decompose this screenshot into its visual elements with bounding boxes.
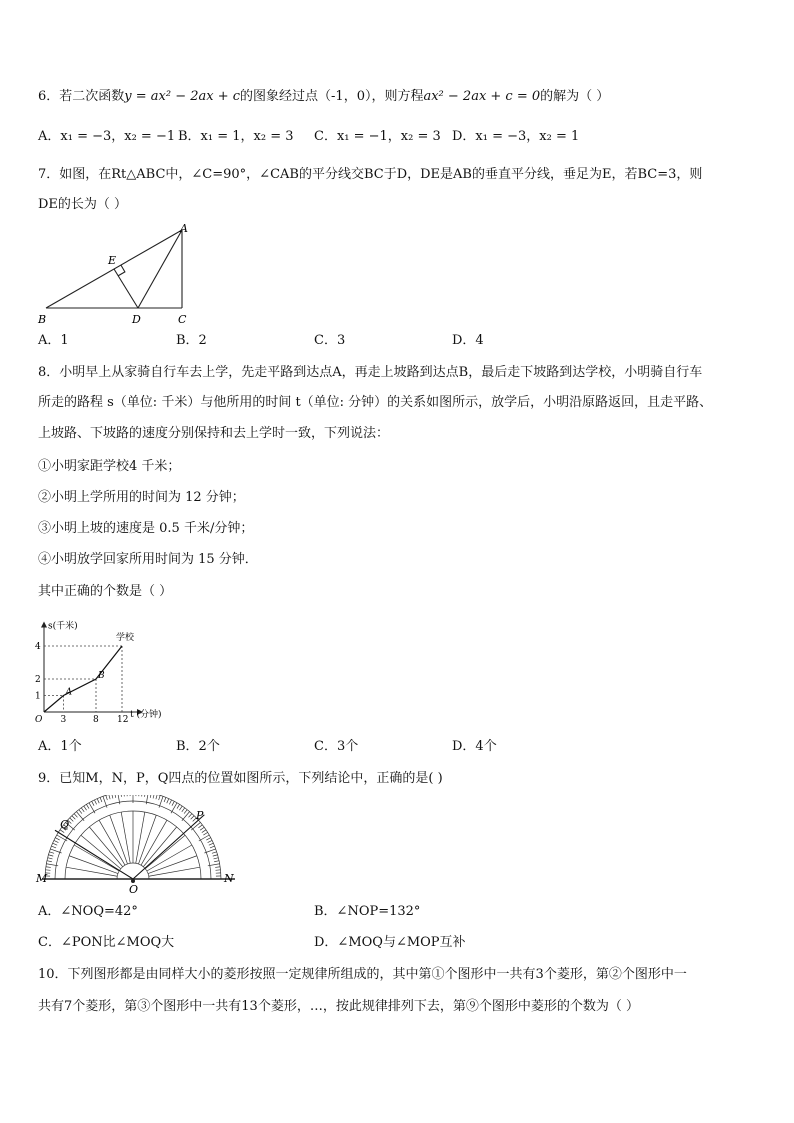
series-line [44, 646, 122, 712]
protractor-tick [92, 801, 94, 805]
protractor-tick [179, 806, 182, 810]
q7-option-a: A．1 [38, 333, 69, 348]
protractor-tick [46, 867, 51, 868]
q6-equation: ax² − 2ax + c = 0 [423, 89, 541, 104]
q6-stem-prefix: 6．若二次函数 [38, 89, 125, 104]
protractor-tick [206, 838, 210, 840]
protractor-tick [84, 806, 87, 810]
protractor-tick [171, 803, 177, 813]
protractor-tick [124, 795, 125, 796]
segment-ad [138, 230, 182, 308]
protractor-ray [149, 867, 200, 876]
protractor-tick [142, 795, 143, 796]
protractor-tick [177, 804, 180, 808]
label-m: M [36, 872, 48, 885]
q6-stem-suffix: 的解为（ ） [540, 89, 610, 104]
protractor-tick [45, 870, 50, 871]
q8-stem-line1: 8．小明早上从家骑自行车去上学，先走平路到达点A，再走上坡路到达点B，最后走下坡路到达学校，小明骑自行车 [38, 365, 703, 380]
protractor-tick [74, 814, 77, 818]
protractor-tick [121, 795, 122, 797]
q9-option-b: B．∠NOP=132° [314, 904, 421, 919]
x-tick-label: 3 [60, 715, 67, 725]
q7-option-d: D．4 [452, 333, 484, 348]
protractor-ray [66, 867, 117, 876]
protractor-tick [182, 812, 190, 821]
protractor-tick [164, 797, 166, 802]
q8-statement-3: ③小明上坡的速度是 0.5 千米/分钟； [38, 521, 254, 536]
protractor-tick [72, 816, 75, 820]
protractor-tick [51, 846, 56, 848]
protractor-tick [156, 795, 157, 799]
protractor-tick [213, 855, 218, 856]
protractor-ray [110, 815, 128, 864]
x-tick-label: 12 [117, 715, 129, 725]
protractor-tick [55, 838, 59, 840]
q7-stem-line1: 7．如图，在Rt△ABC中，∠C=90°，∠CAB的平分线交BC于D，DE是AB的垂直平分线，垂足为E，若BC=3，则 [38, 167, 703, 182]
protractor-tick [48, 855, 53, 856]
q9-stem: 9．已知M，N，P，Q四点的位置如图所示，下列结论中，正确的是( ) [38, 771, 443, 786]
label-a: A [180, 222, 188, 235]
q6-option-c: C．x₁ = −1，x₂ = 3 [314, 129, 441, 144]
q6-option-a: A．x₁ = −3，x₂ = −1 [38, 129, 176, 144]
q6-stem [38, 88, 609, 106]
q8-option-b: B．2个 [176, 739, 220, 754]
protractor-ray [136, 812, 145, 863]
q7-stem-line2: DE的长为（ ） [38, 197, 128, 212]
protractor-tick [153, 795, 154, 798]
label-b: B [38, 313, 47, 326]
q10-stem-line2: 共有7个菱形，第③个图形中一共有13个菱形，…，按此规律排列下去，第⑨个图形中菱形的个数为（ ） [38, 999, 639, 1014]
protractor-tick [184, 810, 187, 814]
protractor-ray [138, 815, 156, 864]
protractor-tick [212, 852, 217, 854]
protractor-tick [169, 800, 171, 804]
q6-function: y = ax² − 2ax + c [124, 89, 241, 104]
q6-option-b: B．x₁ = 1，x₂ = 3 [178, 129, 294, 144]
protractor-tick [100, 797, 102, 802]
protractor-tick [203, 832, 207, 835]
protractor-tick [216, 870, 221, 871]
y-axis-arrow [41, 622, 47, 628]
protractor-tick [145, 795, 146, 797]
label-o: O [129, 883, 139, 895]
x-tick-label: 8 [93, 715, 99, 725]
q7-option-b: B．2 [176, 333, 207, 348]
q7-option-c: C．3 [314, 333, 346, 348]
protractor-tick [47, 861, 52, 862]
protractor-tick [215, 867, 220, 868]
protractor-ray [121, 812, 130, 863]
y-tick-label: 1 [35, 691, 41, 702]
label-e: E [108, 254, 117, 267]
q10-stem-line1: 10．下列图形都是由同样大小的菱形按照一定规律所组成的，其中第①个图形中一共有3个菱形，第②个图形中一 [38, 967, 687, 982]
label-d: D [132, 313, 141, 326]
protractor-tick [70, 818, 74, 821]
q8-option-d: D．4个 [452, 739, 497, 754]
protractor-tick [198, 825, 202, 828]
protractor-tick [86, 804, 89, 808]
protractor-tick [191, 822, 200, 830]
protractor-tick [89, 803, 95, 813]
point-label: 学校 [116, 633, 135, 643]
q8-statement-2: ②小明上学所用的时间为 12 分钟； [38, 490, 245, 505]
q6-option-d: D．x₁ = −3，x₂ = 1 [452, 129, 580, 144]
protractor-tick [167, 799, 169, 804]
label-c: C [178, 313, 187, 326]
protractor-tick [199, 835, 209, 841]
q8-option-a: A．1个 [38, 739, 82, 754]
q9-option-d: D．∠MOQ与∠MOP互补 [314, 935, 466, 950]
protractor-tick [202, 830, 206, 833]
protractor-tick [115, 795, 116, 798]
q7-triangle-figure [30, 220, 200, 330]
point-label: B [98, 671, 105, 681]
protractor-tick [112, 795, 113, 798]
protractor-tick [214, 858, 219, 859]
protractor-tick [109, 795, 110, 799]
protractor-tick [48, 858, 53, 859]
protractor-tick [172, 801, 174, 805]
protractor-tick [81, 808, 84, 812]
protractor-tick [97, 799, 99, 804]
q8-distance-time-chart [30, 602, 190, 726]
protractor-tick [189, 814, 192, 818]
protractor-tick [214, 861, 219, 862]
protractor-tick [106, 795, 108, 800]
protractor-tick [208, 840, 212, 842]
protractor-tick [79, 810, 82, 814]
q6-stem-mid: 的图象经过点（-1，0），则方程 [240, 89, 424, 104]
x-axis-label: t (分钟) [130, 710, 162, 720]
q8-statement-4: ④小明放学回家所用时间为 15 分钟． [38, 552, 258, 567]
protractor-tick [159, 795, 161, 800]
q8-stem-line3: 上坡路、下坡路的速度分别保持和去上学时一致，下列说法： [38, 426, 390, 441]
ray-oq [55, 830, 133, 879]
q9-protractor-figure [30, 795, 250, 895]
q8-option-c: C．3个 [314, 739, 359, 754]
y-axis-label: s(千米) [48, 621, 78, 632]
q8-prompt: 其中正确的个数是（ ） [38, 584, 173, 599]
protractor-tick [94, 800, 96, 804]
protractor-tick [209, 843, 214, 845]
label-q: Q [60, 818, 70, 831]
segment-de [114, 269, 138, 308]
q9-option-c: C．∠PON比∠MOQ大 [38, 935, 175, 950]
protractor-tick [57, 835, 67, 841]
protractor-tick [200, 827, 204, 830]
protractor-tick [54, 840, 58, 842]
protractor-tick [191, 816, 194, 820]
q8-stem-line2: 所走的路程 s（单位: 千米）与他所用的时间 t（单位: 分钟）的关系如图所示，放学后，小明沿原路返回，且走平路、 [38, 395, 713, 410]
protractor-tick [182, 808, 185, 812]
q8-statement-1: ①小明家距学校4 千米； [38, 459, 181, 474]
protractor-tick [76, 812, 84, 821]
ray-op [133, 815, 204, 879]
label-p: P [196, 809, 204, 822]
q9-option-a: A．∠NOQ=42° [38, 904, 138, 919]
origin-label: O [35, 715, 43, 725]
protractor-tick [53, 843, 58, 845]
point-label: A [65, 687, 72, 698]
y-tick-label: 4 [35, 642, 41, 652]
protractor-tick [150, 795, 151, 798]
label-n: N [224, 872, 234, 885]
protractor-tick [210, 846, 215, 848]
y-tick-label: 2 [35, 675, 41, 685]
protractor-tick [49, 852, 54, 854]
